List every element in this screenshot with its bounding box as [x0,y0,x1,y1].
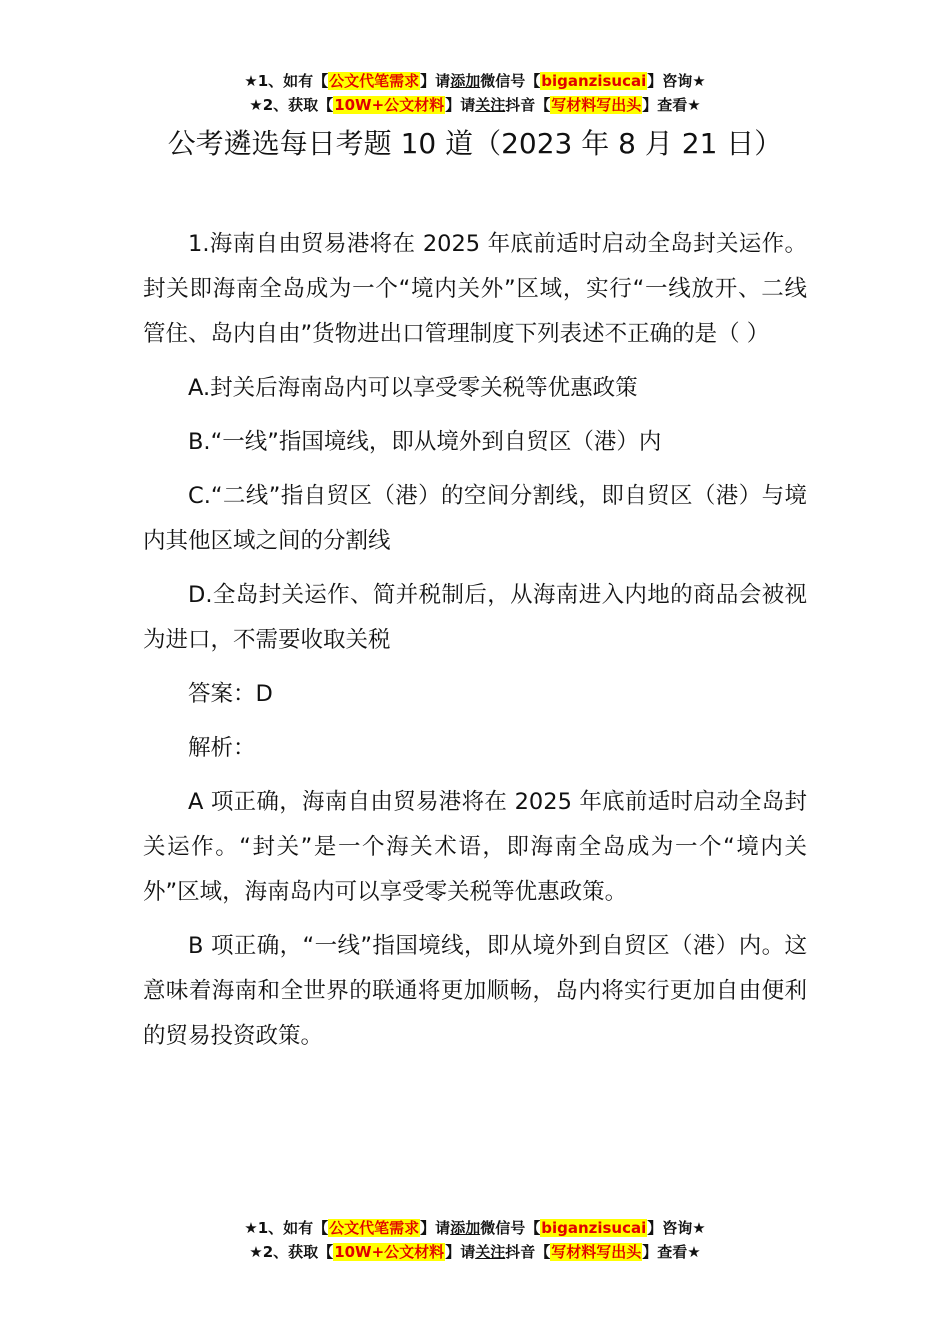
highlight-wechat-id: biganzisucai [541,1219,647,1237]
banner-underlined-text: 添加 [450,1219,481,1237]
highlight-materials: 10W+公文材料 [334,1243,445,1261]
banner-text: 】查看★ [642,96,701,114]
option-d: D.全岛封关运作、简并税制后，从海南进入内地的商品会被视为进口，不需要收取关税 [143,582,807,653]
document-body [143,222,807,1068]
banner-line-2 [0,93,950,117]
highlight-service: 公文代笔需求 [329,1219,420,1237]
highlight-douyin-account: 写材料写出头 [551,1243,642,1261]
footer-line-1 [0,1216,950,1240]
highlight-materials: 10W+公文材料 [334,96,445,114]
banner-text: 微信号【 [480,72,541,90]
banner-text: ★1、如有【 [244,1219,329,1237]
banner-text: 】咨询★ [647,72,706,90]
highlight-service: 公文代笔需求 [329,72,420,90]
analysis-b: B 项正确，“一线”指国境线，即从境外到自贸区（港）内。这意味着海南和全世界的联通将更加顺畅，岛内将实行更加自由便利的贸易投资政策。 [143,933,807,1049]
banner-line-1 [0,69,950,93]
question-stem: 1.海南自由贸易港将在 2025 年底前适时启动全岛封关运作。封关即海南全岛成为一个“境内关外”区域，实行“一线放开、二线管住、岛内自由”货物进出口管理制度下列表述不正确的是（ ） [143,231,807,347]
banner-underlined-text: 关注 [475,96,506,114]
page-title: 公考遴选每日考题 10 道（2023 年 8 月 21 日） [167,127,783,160]
banner-underlined-text: 关注 [475,1243,506,1261]
analysis-a: A 项正确，海南自由贸易港将在 2025 年底前适时启动全岛封关运作。“封关”是一个海关术语，即海南全岛成为一个“境内关外”区域，海南岛内可以享受零关税等优惠政策。 [143,789,807,905]
footer-line-2 [0,1240,950,1264]
banner-underlined-text: 添加 [450,72,481,90]
analysis-heading: 解析： [188,735,256,761]
footer-banner [0,1216,950,1264]
banner-text: ★2、获取【 [249,96,334,114]
header-banner [0,69,950,117]
banner-text: 抖音【 [505,1243,551,1261]
option-a: A.封关后海南岛内可以享受零关税等优惠政策 [188,375,638,401]
option-c: C.“二线”指自贸区（港）的空间分割线，即自贸区（港）与境内其他区域之间的分割线 [143,483,807,554]
banner-text: 】请 [420,1219,451,1237]
banner-text: 】请 [445,96,476,114]
banner-text: ★2、获取【 [249,1243,334,1261]
banner-text: 微信号【 [480,1219,541,1237]
highlight-wechat-id: biganzisucai [541,72,647,90]
banner-text: 抖音【 [505,96,551,114]
banner-text: 】请 [420,72,451,90]
banner-text: 】咨询★ [647,1219,706,1237]
option-b: B.“一线”指国境线，即从境外到自贸区（港）内 [188,429,662,455]
banner-text: ★1、如有【 [244,72,329,90]
banner-text: 】请 [445,1243,476,1261]
banner-text: 】查看★ [642,1243,701,1261]
highlight-douyin-account: 写材料写出头 [551,96,642,114]
answer: 答案：D [188,681,273,707]
